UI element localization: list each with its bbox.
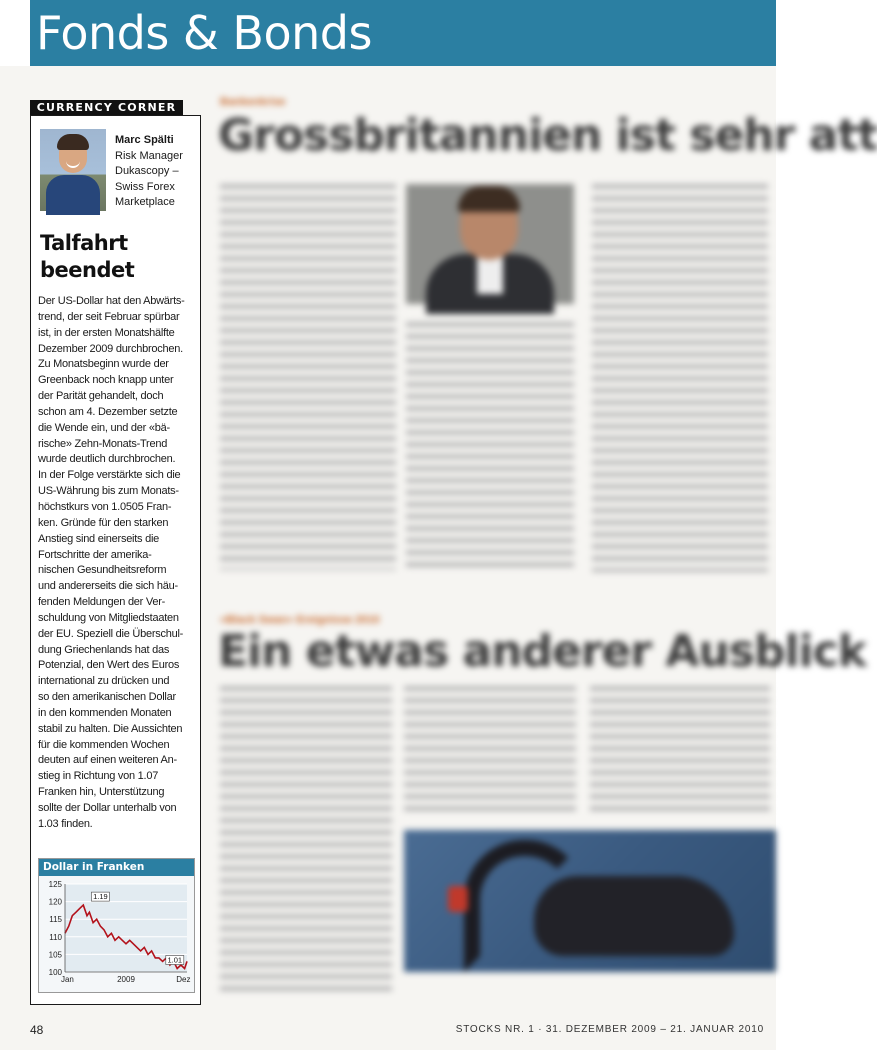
article-line: rische» Zehn-Monats-Trend xyxy=(38,437,168,450)
article-line: 1.03 finden. xyxy=(38,817,93,830)
article-line: US-Währung bis zum Monats- xyxy=(38,485,179,498)
dollar-chart xyxy=(38,858,195,993)
author-role-line: Risk Manager xyxy=(115,149,183,162)
currency-corner-label: CURRENCY CORNER xyxy=(30,100,183,115)
chart-y-tick-label: 115 xyxy=(49,915,62,925)
chart-x-tick-label: Jan xyxy=(60,975,74,984)
article-line: der Parität gehandelt, doch xyxy=(38,390,164,403)
article-line: nischen Gesundheitsreform xyxy=(38,564,167,577)
article-line: deuten auf einen weiteren An- xyxy=(38,754,177,767)
article-line: Der US-Dollar hat den Abwärts- xyxy=(38,295,185,307)
text-column xyxy=(220,184,396,570)
author-role-line: Dukascopy – xyxy=(115,165,179,177)
article-line: schon am 4. Dezember setzte xyxy=(38,405,178,418)
portrait-photo xyxy=(406,184,574,304)
text-column xyxy=(590,686,770,816)
article-line: fenden Meldungen der Ver- xyxy=(38,596,166,609)
article-line: Greenback noch knapp unter xyxy=(38,374,174,387)
text-column xyxy=(220,686,392,998)
article-body xyxy=(38,294,195,833)
article-line: trend, der seit Februar spürbar xyxy=(38,310,180,323)
chart-annotation-label: 1.01 xyxy=(167,955,183,965)
article-line: Franken hin, Unterstützung xyxy=(38,786,165,799)
chart-y-tick-label: 120 xyxy=(48,897,62,907)
author-name: Marc Spälti xyxy=(115,134,174,146)
article-line: ken. Gründe für den starken xyxy=(38,516,169,529)
chart-y-tick-label: 105 xyxy=(48,950,62,960)
chart-y-tick-label: 110 xyxy=(49,932,62,942)
headline-line: Talfahrt xyxy=(40,231,128,255)
section-header xyxy=(30,0,776,66)
page-number: 48 xyxy=(30,1023,44,1037)
article-line: für die kommenden Wochen xyxy=(38,738,170,751)
article-line: Dezember 2009 durchbrochen. xyxy=(38,342,183,355)
article-line: Anstieg sind einerseits die xyxy=(38,532,160,545)
article-line: so den amerikanischen Dollar xyxy=(38,691,176,704)
article-line: schuldung von Mitgliedstaaten xyxy=(38,611,179,624)
article2-kicker: «Black Swan» Ereignisse 2010 xyxy=(220,614,380,626)
article1-kicker: Bankenkrise xyxy=(220,96,286,108)
chart-title: Dollar in Franken xyxy=(39,859,194,876)
text-column xyxy=(404,686,576,816)
article-line: ist, in der ersten Monatshälfte xyxy=(38,326,175,339)
article-line: wurde deutlich durchbrochen. xyxy=(38,453,176,466)
chart-x-tick-label: Dez xyxy=(176,975,191,984)
article-headline xyxy=(40,230,195,284)
text-column xyxy=(406,322,574,572)
publication-footer: STOCKS NR. 1 · 31. DEZEMBER 2009 – 21. JANUAR 2010 xyxy=(455,1024,764,1035)
chart-x-tick-label: 2009 xyxy=(117,975,135,984)
article-line: stieg in Richtung von 1.07 xyxy=(38,770,159,783)
chart-plot xyxy=(39,876,194,992)
black-swan-photo xyxy=(404,830,776,972)
article-line: und andererseits die sich häu- xyxy=(38,580,178,593)
text-column xyxy=(592,184,768,572)
article-line: sollte der Dollar unterhalb von xyxy=(38,802,177,814)
article-line: in den kommenden Monaten xyxy=(38,706,172,719)
article-line: Potenzial, den Wert des Euros xyxy=(38,659,180,672)
article2-headline: Ein etwas anderer Ausblick xyxy=(218,626,866,677)
article-line: Zu Monatsbeginn wurde der xyxy=(38,358,169,371)
article-line: höchstkurs von 1.0505 Fran- xyxy=(38,500,172,513)
article-line: In der Folge verstärkte sich die xyxy=(38,469,181,482)
article-line: Fortschritte der amerika- xyxy=(38,548,152,561)
article-line: der EU. Speziell die Überschul- xyxy=(38,627,184,640)
author-role-line: Marketplace xyxy=(115,196,175,208)
article-line: stabil zu halten. Die Aussichten xyxy=(38,722,183,735)
chart-y-tick-label: 100 xyxy=(48,968,62,977)
blurred-background-articles xyxy=(210,66,877,1006)
article1-headline: Grossbritannien ist sehr att xyxy=(218,110,877,161)
author-role-line: Swiss Forex xyxy=(115,180,175,193)
chart-annotation-label: 1.19 xyxy=(93,892,108,902)
chart-y-tick-label: 125 xyxy=(48,880,62,889)
article-line: international zu drücken und xyxy=(38,675,170,688)
article-line: dung Griechenlands hat das xyxy=(38,643,170,656)
currency-corner-box xyxy=(30,115,201,1005)
section-title: Fonds & Bonds xyxy=(36,6,372,60)
headline-line: beendet xyxy=(40,258,135,282)
author-info xyxy=(115,133,200,211)
article-line: die Wende ein, und der «bä- xyxy=(38,421,170,434)
author-photo xyxy=(40,129,106,211)
